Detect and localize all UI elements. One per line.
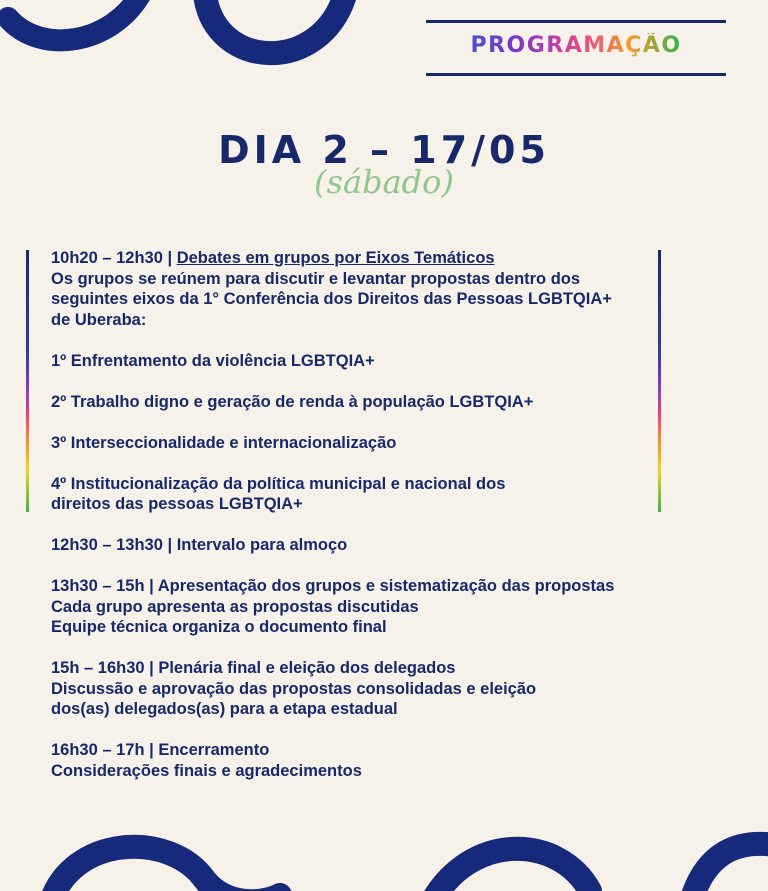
bottom-wave-corner (690, 844, 768, 891)
block1-desc-1: Os grupos se reúnem para discutir e levantar propostas dentro dos (51, 269, 581, 288)
block4-line-1: Discussão e aprovação das propostas consolidadas e eleição (51, 679, 537, 698)
programacao-banner (426, 20, 726, 78)
schedule (51, 248, 691, 781)
axis-3: 3º Interseccionalidade e internacionalização (51, 433, 397, 452)
bottom-wave-left (50, 847, 280, 891)
banner-title: PROGRAMAÇÃO (426, 33, 726, 58)
top-wave-right (205, 0, 345, 53)
block1-desc-2: seguintes eixos da 1° Conferência dos Direitos das Pessoas LGBTQIA+ (51, 290, 612, 308)
axis-4-line-2: direitos das pessoas LGBTQIA+ (51, 495, 303, 513)
block1-desc-3: de Uberaba: (51, 310, 147, 329)
axis-1: 1º Enfrentamento da violência LGBTQIA+ (51, 351, 375, 370)
block1-title: Debates em grupos por Eixos Temáticos (176, 249, 495, 267)
block1-heading (51, 248, 691, 269)
day-weekday: (sábado) (314, 163, 454, 201)
block2: 12h30 – 13h30 | Intervalo para almoço (51, 536, 348, 554)
day-title: DIA 2 – 17/05 (218, 128, 550, 172)
bottom-wave-right (430, 849, 590, 891)
banner-bottom-rule (426, 73, 726, 76)
block5-line-1: Considerações finais e agradecimentos (51, 761, 362, 780)
block1-time: 10h20 – 12h30 | (51, 249, 177, 267)
block5-title: 16h30 – 17h | Encerramento (51, 741, 270, 759)
axis-4-line-1: 4º Institucionalização da política municipal e nacional dos (51, 474, 506, 493)
top-wave-left (8, 0, 140, 40)
block3-line-1: Cada grupo apresenta as propostas discutidas (51, 597, 419, 616)
axis-2: 2º Trabalho digno e geração de renda à população LGBTQIA+ (51, 392, 534, 411)
banner-top-rule (426, 20, 726, 23)
block4-title: 15h – 16h30 | Plenária final e eleição dos delegados (51, 659, 456, 677)
block4-line-2: dos(as) delegados(as) para a etapa estadual (51, 700, 398, 718)
rainbow-bar-left (26, 250, 29, 512)
block3-title: 13h30 – 15h | Apresentação dos grupos e sistematização das propostas (51, 577, 615, 595)
block3-line-2: Equipe técnica organiza o documento final (51, 618, 387, 636)
